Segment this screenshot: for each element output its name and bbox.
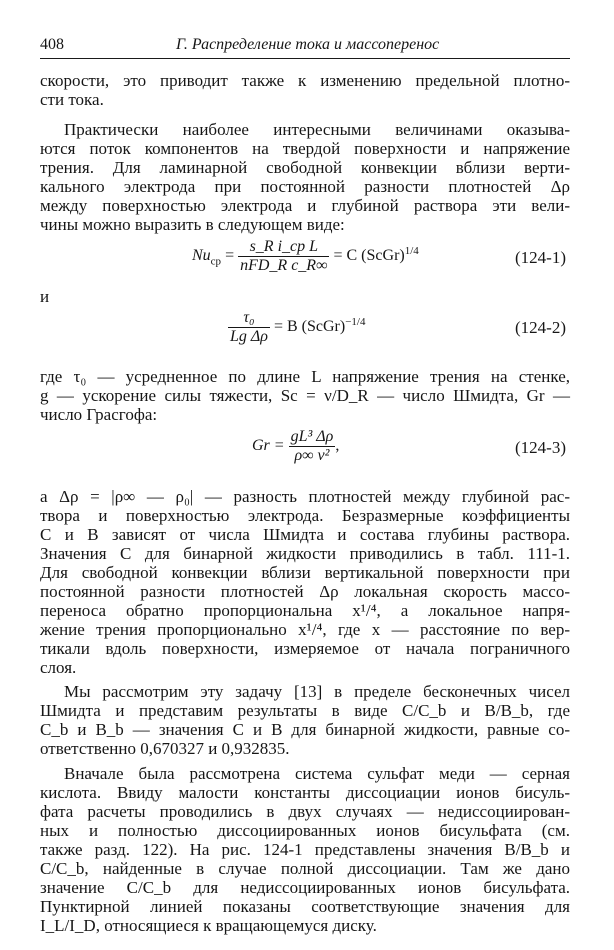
text-line: ответственно 0,670327 и 0,932835. [40, 739, 290, 758]
equation-fraction: $\frac{\text{gL³ Δρ}}{\text{ρ∞ ν²}}$ [290, 428, 334, 464]
equation-number: (124-1) [515, 248, 566, 267]
text-line: C и B зависят от числа Шмидта и состава глубины раствора. [40, 525, 570, 544]
equation-fraction: $\frac{\text{s\_R i\_ср L}}{\text{nFD\_R c\_R∞}}$ [240, 238, 328, 274]
text-line: Мы рассмотрим эту задачу [13] в пределе бесконечных чисел [64, 682, 570, 701]
conjunction-text: и [40, 287, 50, 306]
text-line: тикали вдоль поверхности, измеряемое от начала пограничного [40, 639, 570, 658]
equation-fraction: $\frac{\text{τ₀}}{\text{Lg Δρ}}$ [230, 309, 268, 345]
equation-124-2: $\frac{\text{τ₀}}{\text{Lg Δρ}}$ = B (ScGr)$^{-1/4}$ [230, 309, 366, 345]
running-title: Г. Распределение тока и массоперенос [176, 36, 440, 53]
text-line: фата расчеты проводились в двух случаях — недиссоциирован- [40, 802, 570, 821]
text-line: число Грасгофа: [40, 405, 158, 424]
text-line: где τ₀ — усредненное по длине L напряжение трения на стенке, [40, 367, 570, 386]
equation-124-1: $Nu_{ср}$ = $\frac{\text{s\_R i\_ср L}}{\text{nFD\_R c\_R∞}}$ = C (ScGr)$^{1/4}$ [192, 238, 419, 274]
text-line: трения. Для ламинарной свободной конвекции вблизи верти- [40, 158, 570, 177]
text-line: жение трения пропорционально x¹/⁴, где x — расстояние по вер- [40, 620, 570, 639]
text-line: I_L/I_D, относящиеся к вращающемуся диску. [40, 916, 377, 935]
text-line: Шмидта и представим результаты в виде C/C_b и B/B_b, где [40, 701, 570, 720]
text-line: скорости, это приводит также к изменению предельной плотно- [40, 71, 570, 90]
text-line: между поверхностью электрода и глубиной раствора эти вели- [40, 196, 570, 215]
text-line: Для свободной конвекции вблизи вертикальной поверхности при [40, 563, 570, 582]
text-line: ных и полностью диссоциированных ионов бисульфата (см. [40, 821, 570, 840]
text-line: Вначале была рассмотрена система сульфат меди — серная [64, 764, 570, 783]
text-line: ются поток компонентов на твердой поверхности и напряжение [40, 139, 570, 158]
text-line: значение C/C_b для недиссоциированных ионов бисульфата. [40, 878, 570, 897]
text-line: слоя. [40, 658, 77, 677]
page-number: 408 [40, 36, 64, 53]
text-line: Значения C для бинарной жидкости приводились в табл. 111-1. [40, 544, 570, 563]
equation-124-3: Gr = $\frac{\text{gL³ Δρ}}{\text{ρ∞ ν²}}$ , [252, 428, 340, 464]
text-line: твора и поверхностью электрода. Безразмерные коэффициенты [40, 506, 570, 525]
text-line: чины можно выразить в следующем виде: [40, 215, 345, 234]
text-line: сти тока. [40, 90, 104, 109]
text-line: C/C_b, найденные в случае полной диссоциации. Там же дано [40, 859, 570, 878]
text-line: C_b и B_b — значения C и B для бинарной жидкости, равные со- [40, 720, 570, 739]
text-line: Практически наиболее интересными величинами оказыва- [64, 120, 570, 139]
page-header [40, 36, 570, 59]
text-line: а Δρ = |ρ∞ — ρ₀| — разность плотностей между глубиной рас- [40, 487, 570, 506]
text-line: постоянной разности плотностей Δρ локальная скорость массо- [40, 582, 570, 601]
equation-number: (124-2) [515, 318, 566, 337]
text-line: Пунктирной линией показаны соответствующие значения для [40, 897, 570, 916]
text-line: g — ускорение силы тяжести, Sc = ν/D_R — число Шмидта, Gr — [40, 386, 570, 405]
text-line: переноса обратно пропорциональна x¹/⁴, а локальное напря- [40, 601, 570, 620]
text-line: кислота. Ввиду малости константы диссоциации ионов бисуль- [40, 783, 570, 802]
text-line: также разд. 122). На рис. 124-1 представлены значения B/B_b и [40, 840, 570, 859]
equation-number: (124-3) [515, 438, 566, 457]
text-line: кального электрода при постоянной разности плотностей Δρ [40, 177, 570, 196]
